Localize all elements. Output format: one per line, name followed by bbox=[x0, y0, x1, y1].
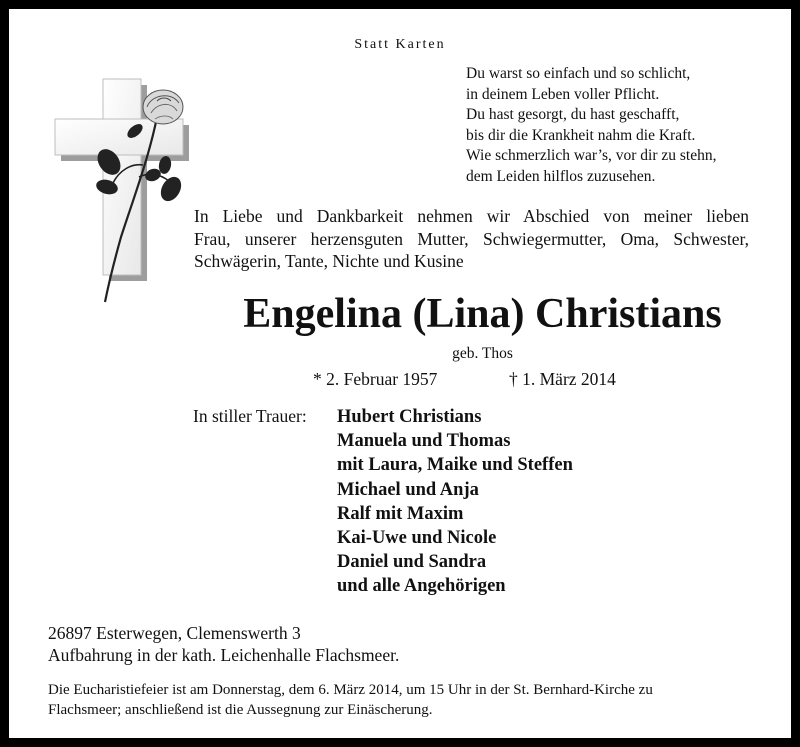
address-line: Aufbahrung in der kath. Leichenhalle Flachsmeer. bbox=[48, 645, 400, 665]
mourner: Daniel und Sandra bbox=[337, 552, 487, 573]
intro-line: In Liebe und Dankbarkeit nehmen wir Abschied von meiner lieben bbox=[194, 206, 749, 226]
poem-line: Wie schmerzlich war’s, vor dir zu stehn, bbox=[466, 147, 717, 164]
mourner: Kai-Uwe und Nicole bbox=[337, 528, 497, 549]
service-line: Die Eucharistiefeier ist am Donnerstag, dem 6. März 2014, um 15 Uhr in der St. Bernhard-Kirche zu bbox=[48, 682, 653, 698]
mourner: Hubert Christians bbox=[337, 407, 482, 427]
deceased-name: Engelina (Lina) Christians bbox=[243, 291, 722, 337]
intro-line: Frau, unserer herzensguten Mutter, Schwiegermutter, Oma, Schwester, bbox=[194, 228, 749, 249]
intro-line: Schwägerin, Tante, Nichte und Kusine bbox=[194, 251, 464, 271]
intro-text bbox=[194, 205, 749, 273]
death-date: † 1. März 2014 bbox=[509, 369, 616, 389]
mourner: Manuela und Thomas bbox=[337, 431, 511, 452]
poem-line: Du warst so einfach und so schlicht, bbox=[466, 65, 691, 82]
poem-line: bis dir die Krankheit nahm die Kraft. bbox=[466, 126, 696, 144]
mourner: Michael und Anja bbox=[337, 479, 479, 500]
mourner: mit Laura, Maike und Steffen bbox=[337, 455, 573, 476]
header-statt-karten: Statt Karten bbox=[354, 37, 446, 52]
address-line: 26897 Esterwegen, Clemenswerth 3 bbox=[48, 623, 301, 643]
mourner: Ralf mit Maxim bbox=[337, 503, 464, 524]
mourners-list bbox=[337, 405, 573, 599]
service-info bbox=[48, 680, 768, 720]
birth-name: geb. Thos bbox=[452, 345, 513, 362]
poem bbox=[466, 64, 716, 187]
poem-line: Du hast gesorgt, du hast geschafft, bbox=[466, 106, 680, 123]
mourner: und alle Angehörigen bbox=[337, 576, 506, 597]
cross-with-rose-icon bbox=[39, 67, 199, 307]
birth-date: * 2. Februar 1957 bbox=[313, 369, 438, 389]
poem-line: dem Leiden hilflos zuzusehen. bbox=[466, 167, 656, 185]
mourning-label: In stiller Trauer: bbox=[193, 406, 307, 426]
address-block bbox=[48, 622, 399, 666]
poem-line: in deinem Leben voller Pflicht. bbox=[466, 85, 660, 103]
service-line: Flachsmeer; anschließend ist die Aussegnung zur Einäscherung. bbox=[48, 702, 433, 718]
